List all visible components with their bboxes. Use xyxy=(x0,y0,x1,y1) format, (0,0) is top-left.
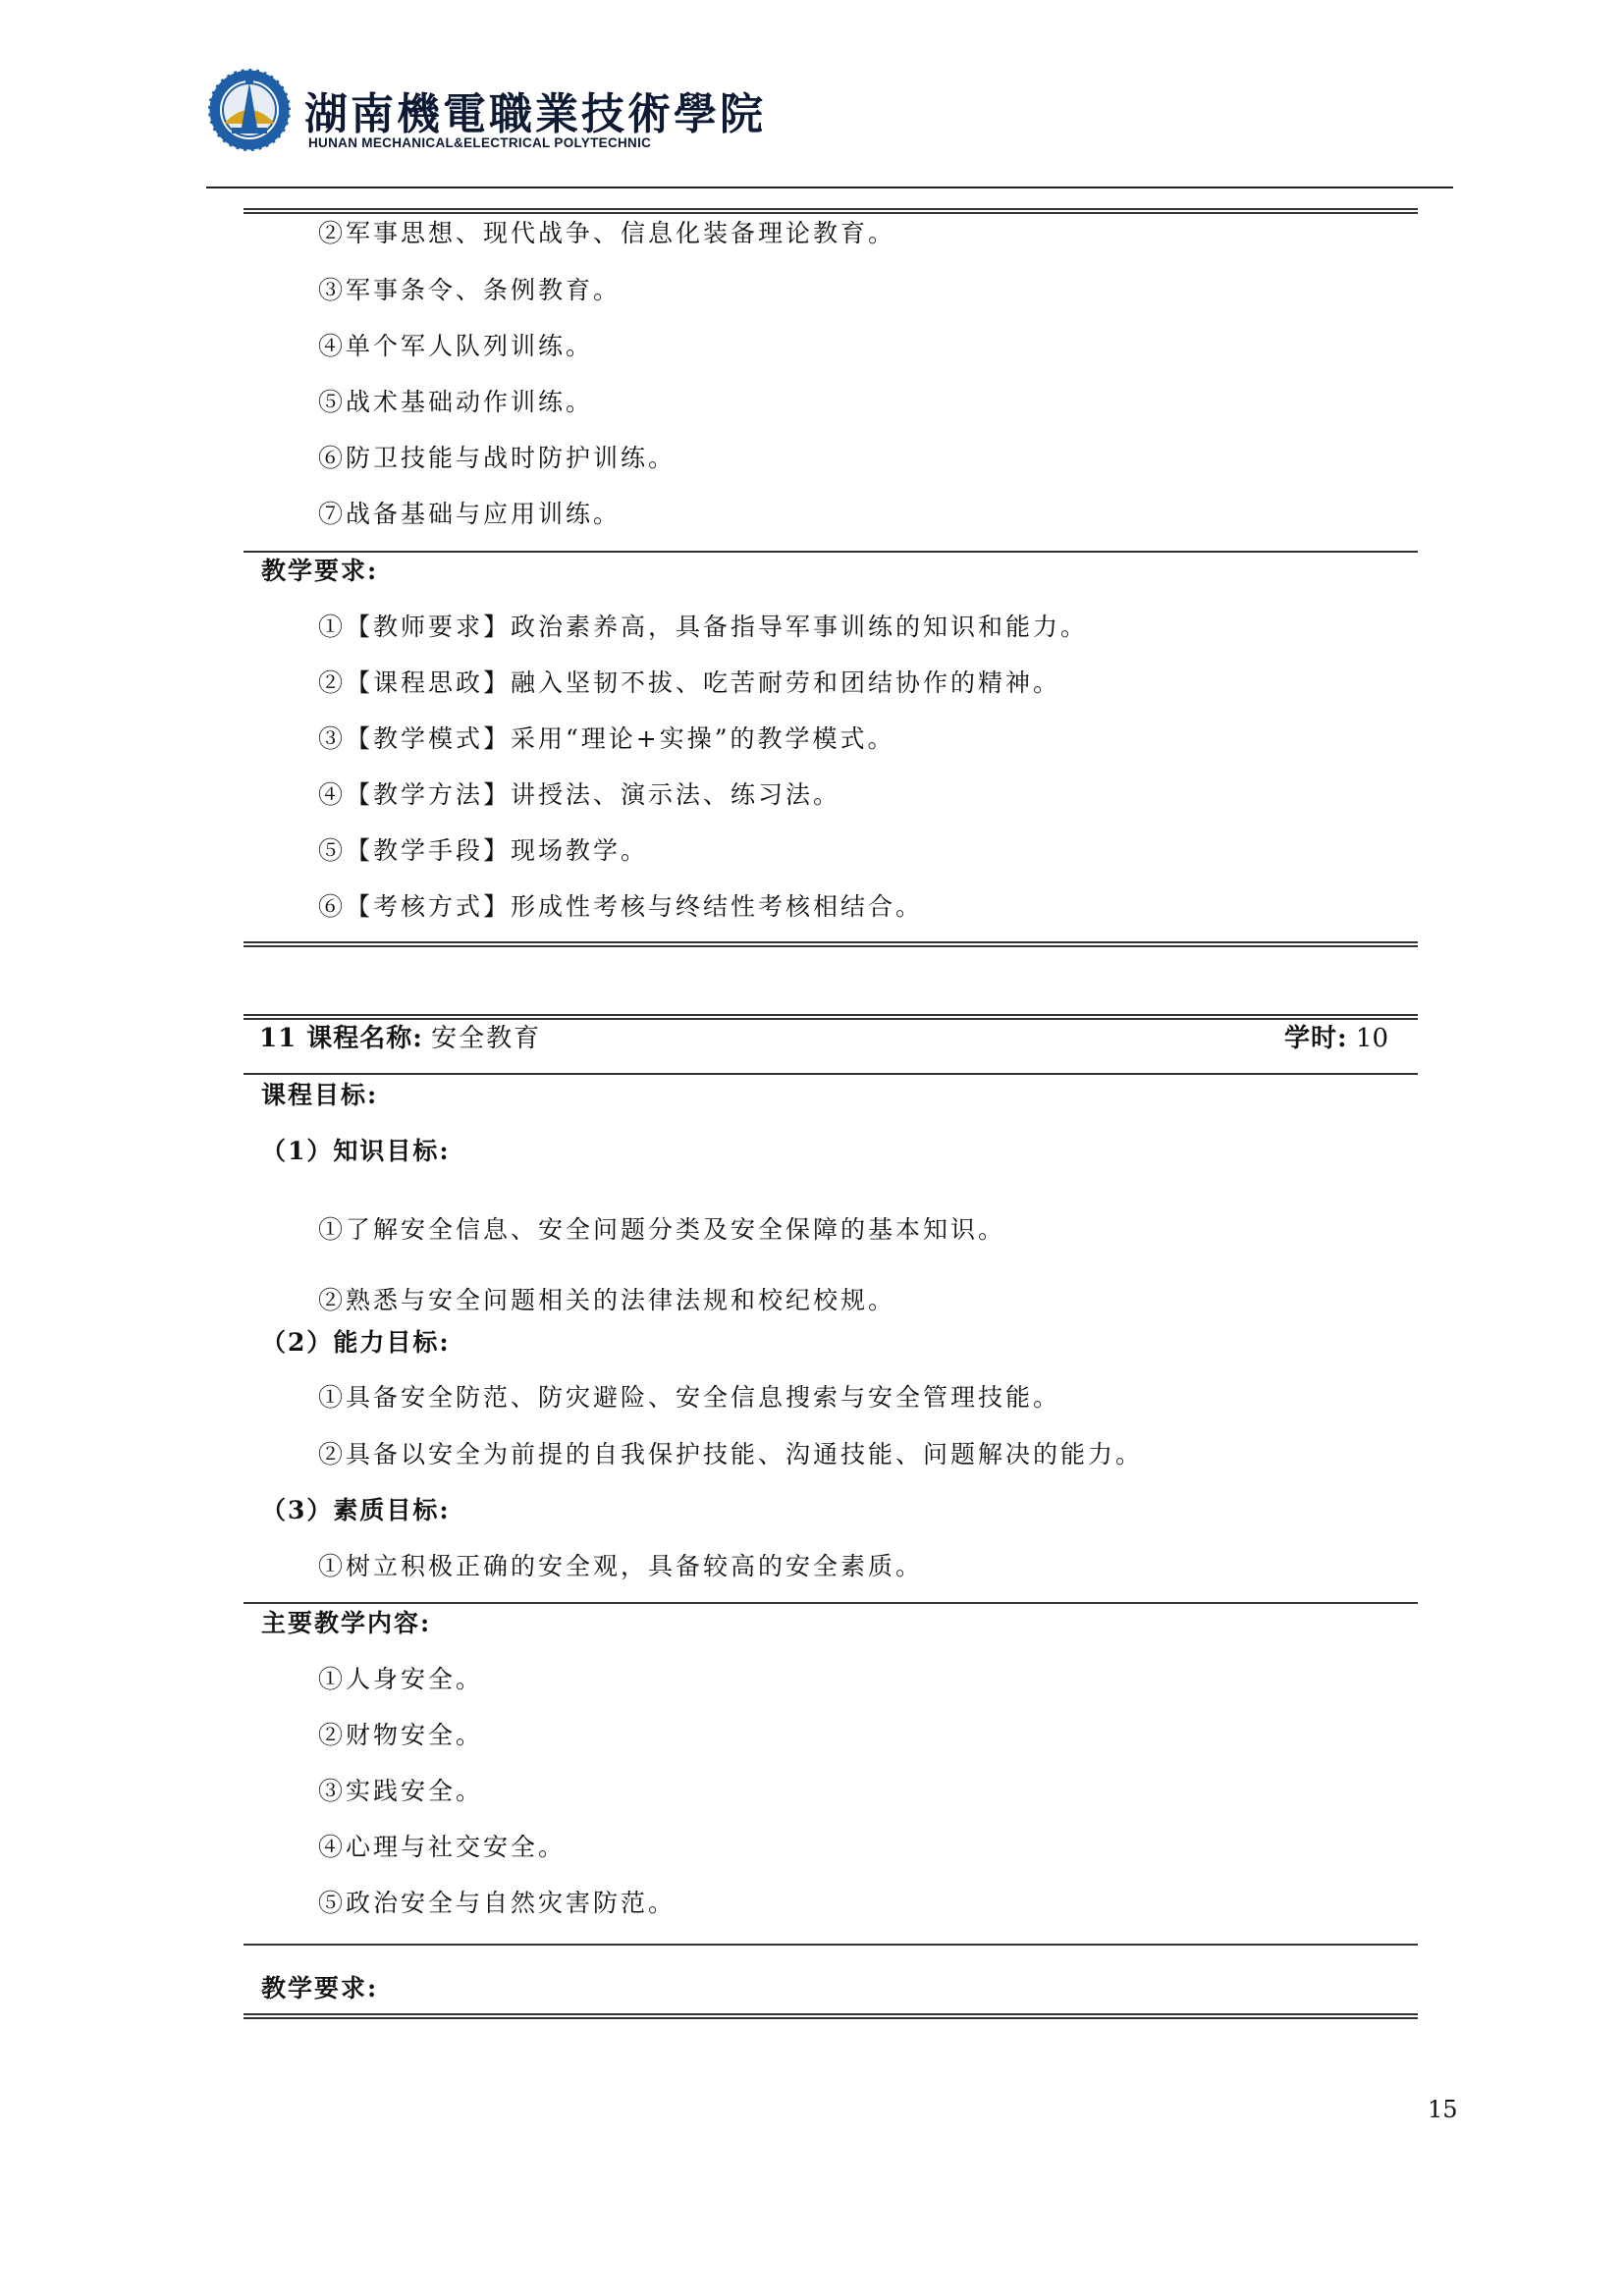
content-item: ③军事条令、条例教育。 xyxy=(318,276,622,304)
ability-goals-heading: （2）能力目标: xyxy=(261,1328,451,1357)
requirement-item: ④【教学方法】讲授法、演示法、练习法。 xyxy=(318,780,841,809)
quality-goal-item: ①树立积极正确的安全观，具备较高的安全素质。 xyxy=(318,1552,924,1580)
school-emblem-icon xyxy=(206,67,293,153)
table-top-border xyxy=(244,1014,1418,1020)
school-name-en: HUNAN MECHANICAL&ELECTRICAL POLYTECHNIC xyxy=(308,135,652,150)
content-item: ③实践安全。 xyxy=(318,1777,484,1805)
header-divider xyxy=(206,187,1453,188)
content-item: ④心理与社交安全。 xyxy=(318,1833,567,1861)
course-name: 安全教育 xyxy=(431,1024,542,1053)
content-item: ①人身安全。 xyxy=(318,1665,484,1693)
knowledge-goal-item: ②熟悉与安全问题相关的法律法规和校纪校规。 xyxy=(318,1286,896,1314)
course-hours xyxy=(1284,1026,1388,1051)
knowledge-goal-item: ①了解安全信息、安全问题分类及安全保障的基本知识。 xyxy=(318,1215,1006,1244)
content-item: ⑤战术基础动作训练。 xyxy=(318,388,594,416)
course-hours-value: 10 xyxy=(1355,1024,1388,1053)
content-item: ⑤政治安全与自然灾害防范。 xyxy=(318,1889,677,1917)
content-item: ④单个军人队列训练。 xyxy=(318,332,594,360)
content-heading: 主要教学内容: xyxy=(261,1609,432,1637)
table-top-border xyxy=(244,208,1418,214)
requirement-item: ②【课程思政】融入坚韧不拔、吃苦耐劳和团结协作的精神。 xyxy=(318,668,1061,697)
section-divider xyxy=(244,551,1418,553)
requirement-item: ⑤【教学手段】现场教学。 xyxy=(318,836,649,865)
requirement-item: ⑥【考核方式】形成性考核与终结性考核相结合。 xyxy=(318,892,924,921)
course-name-label: 11 课程名称: xyxy=(259,1024,423,1053)
table-bottom-border xyxy=(244,2013,1418,2019)
content-item: ②军事思想、现代战争、信息化装备理论教育。 xyxy=(318,219,896,247)
course-title-row xyxy=(259,1026,1388,1051)
goals-heading: 课程目标: xyxy=(261,1081,379,1109)
requirement-item: ①【教师要求】政治素养高，具备指导军事训练的知识和能力。 xyxy=(318,613,1089,641)
ability-goal-item: ①具备安全防范、防灾避险、安全信息搜索与安全管理技能。 xyxy=(318,1383,1061,1412)
requirements-heading: 教学要求: xyxy=(261,1974,379,2002)
section-divider xyxy=(244,1602,1418,1604)
knowledge-goals-heading: （1）知识目标: xyxy=(261,1137,451,1165)
course-hours-label: 学时: xyxy=(1284,1024,1348,1053)
school-name-cn: 湖南機電職業技術學院 xyxy=(304,89,766,139)
page-header xyxy=(206,67,1453,185)
content-item: ⑥防卫技能与战时防护训练。 xyxy=(318,444,677,472)
content-item: ⑦战备基础与应用训练。 xyxy=(318,500,622,528)
requirement-item: ③【教学模式】采用“理论+实操”的教学模式。 xyxy=(318,724,895,753)
requirements-heading: 教学要求: xyxy=(261,557,379,585)
section-divider xyxy=(244,1073,1418,1075)
page-number: 15 xyxy=(1428,2096,1458,2123)
content-item: ②财物安全。 xyxy=(318,1721,484,1749)
table-bottom-border xyxy=(244,941,1418,947)
quality-goals-heading: （3）素质目标: xyxy=(261,1496,451,1524)
section-divider xyxy=(244,1944,1418,1946)
ability-goal-item: ②具备以安全为前提的自我保护技能、沟通技能、问题解决的能力。 xyxy=(318,1440,1144,1468)
